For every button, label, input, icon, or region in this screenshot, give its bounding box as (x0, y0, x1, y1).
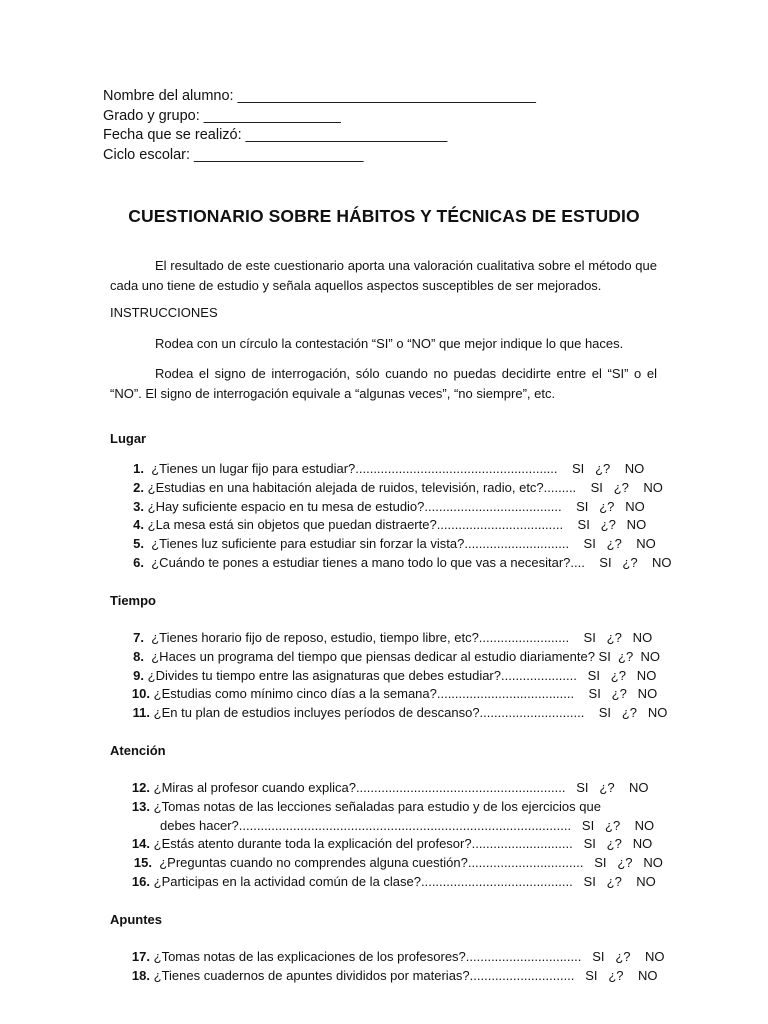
question-text: ¿Tienes horario fijo de reposo, estudio, tiempo libre, etc?......................... SI ¿? NO (151, 630, 653, 645)
question-text: ¿Participas en la actividad común de la clase?.......................................... SI ¿? NO (153, 874, 656, 889)
question-number: 5. (133, 536, 144, 551)
question-3 (110, 498, 645, 516)
question-18 (110, 967, 657, 985)
question-text: ¿La mesa está sin objetos que puedan distraerte?................................... SI ¿? NO (147, 517, 647, 532)
question-11 (110, 704, 667, 722)
intro-paragraph: El resultado de este cuestionario aporta una valoración cualitativa sobre el método que cada uno tiene de estudio y señala aquellos aspectos susceptibles de ser mejorados. (110, 258, 657, 293)
question-17 (110, 948, 664, 966)
question-number: 18. (131, 968, 150, 983)
question-2 (110, 479, 663, 497)
question-number: 15. (133, 855, 152, 870)
question-text: ¿Miras al profesor cuando explica?.......................................................... SI ¿? NO (153, 780, 649, 795)
question-text: ¿Estás atento durante toda la explicación del profesor?............................ SI ¿? NO (153, 836, 653, 851)
question-number: 8. (133, 649, 144, 664)
question-12 (110, 779, 649, 797)
question-number: 9. (133, 668, 144, 683)
question-text: ¿Cuándo te pones a estudiar tienes a mano todo lo que vas a necesitar?.... SI ¿? NO (151, 555, 672, 570)
instructions-label: INSTRUCCIONES (110, 305, 218, 320)
school-cycle-line: Ciclo escolar: _____________________ (103, 146, 364, 163)
question-text: ¿Haces un programa del tiempo que piensas dedicar al estudio diariamente? SI ¿? NO (151, 649, 660, 664)
question-9 (110, 667, 656, 685)
question-14 (110, 835, 652, 853)
question-text: ¿Preguntas cuando no comprendes alguna cuestión?................................ SI ¿? NO (159, 855, 663, 870)
section-atencion: Atención (110, 743, 166, 758)
question-text: ¿Hay suficiente espacio en tu mesa de estudio?...................................... SI ¿? NO (147, 499, 645, 514)
question-number: 14. (131, 836, 150, 851)
question-number: 13. (131, 799, 150, 814)
question-number: 7. (133, 630, 144, 645)
grade-group-line: Grado y grupo: _________________ (103, 107, 341, 124)
question-number: 2. (133, 480, 144, 495)
date-line: Fecha que se realizó: _________________________ (103, 127, 448, 143)
question-text: debes hacer?............................................................................................ SI ¿? NO (160, 818, 655, 833)
question-number: 10. (131, 686, 150, 701)
question-text: ¿Tienes luz suficiente para estudiar sin forzar la vista?............................. SI ¿? NO (151, 536, 656, 551)
question-number: 17. (131, 949, 150, 964)
question-text: ¿En tu plan de estudios incluyes períodos de descanso?............................. SI ¿? NO (153, 705, 668, 720)
question-4 (110, 516, 646, 534)
document-title: CUESTIONARIO SOBRE HÁBITOS Y TÉCNICAS DE ESTUDIO (128, 206, 640, 226)
question-text: ¿Tomas notas de las lecciones señaladas para estudio y de los ejercicios que (153, 799, 601, 814)
question-text: ¿Estudias en una habitación alejada de ruidos, televisión, radio, etc?......... SI ¿? NO (147, 480, 663, 495)
question-number: 4. (133, 517, 144, 532)
question-15 (110, 854, 663, 872)
question-number: 3. (133, 499, 144, 514)
section-tiempo: Tiempo (110, 593, 156, 608)
question-16 (110, 873, 656, 891)
question-13 (110, 798, 601, 816)
question-number: 1. (133, 461, 144, 476)
student-name-line: Nombre del alumno: _____________________________________ (103, 88, 536, 104)
question-6 (110, 554, 672, 572)
question-number: 6. (133, 555, 144, 570)
question-5 (110, 535, 656, 553)
instruction-question-mark: Rodea el signo de interrogación, sólo cuando no puedas decidirte entre el “SI” o el “NO”. El signo de interrogación equivale a “algunas veces”, “no siempre”, etc. (110, 366, 657, 401)
question-1 (110, 460, 644, 478)
student-info-header (103, 87, 536, 165)
question-text: ¿Estudias como mínimo cinco días a la semana?...................................... SI ¿? NO (153, 686, 658, 701)
section-lugar: Lugar (110, 431, 147, 446)
question-number: 11. (132, 705, 150, 720)
question-number: 16. (131, 874, 150, 889)
question-8 (110, 648, 660, 666)
instruction-circle: Rodea con un círculo la contestación “SI” o “NO” que mejor indique lo que haces. (155, 336, 624, 351)
question-10 (110, 685, 657, 703)
question-text: ¿Tienes un lugar fijo para estudiar?........................................................ SI ¿? NO (151, 461, 645, 476)
section-apuntes: Apuntes (110, 912, 162, 927)
question-13-continuation (160, 817, 654, 835)
question-text: ¿Divides tu tiempo entre las asignaturas que debes estudiar?..................... SI ¿? NO (147, 668, 657, 683)
question-text: ¿Tomas notas de las explicaciones de los profesores?................................ SI ¿? NO (153, 949, 665, 964)
question-7 (110, 629, 652, 647)
question-number: 12. (131, 780, 150, 795)
question-text: ¿Tienes cuadernos de apuntes divididos por materias?............................. SI ¿? NO (153, 968, 658, 983)
